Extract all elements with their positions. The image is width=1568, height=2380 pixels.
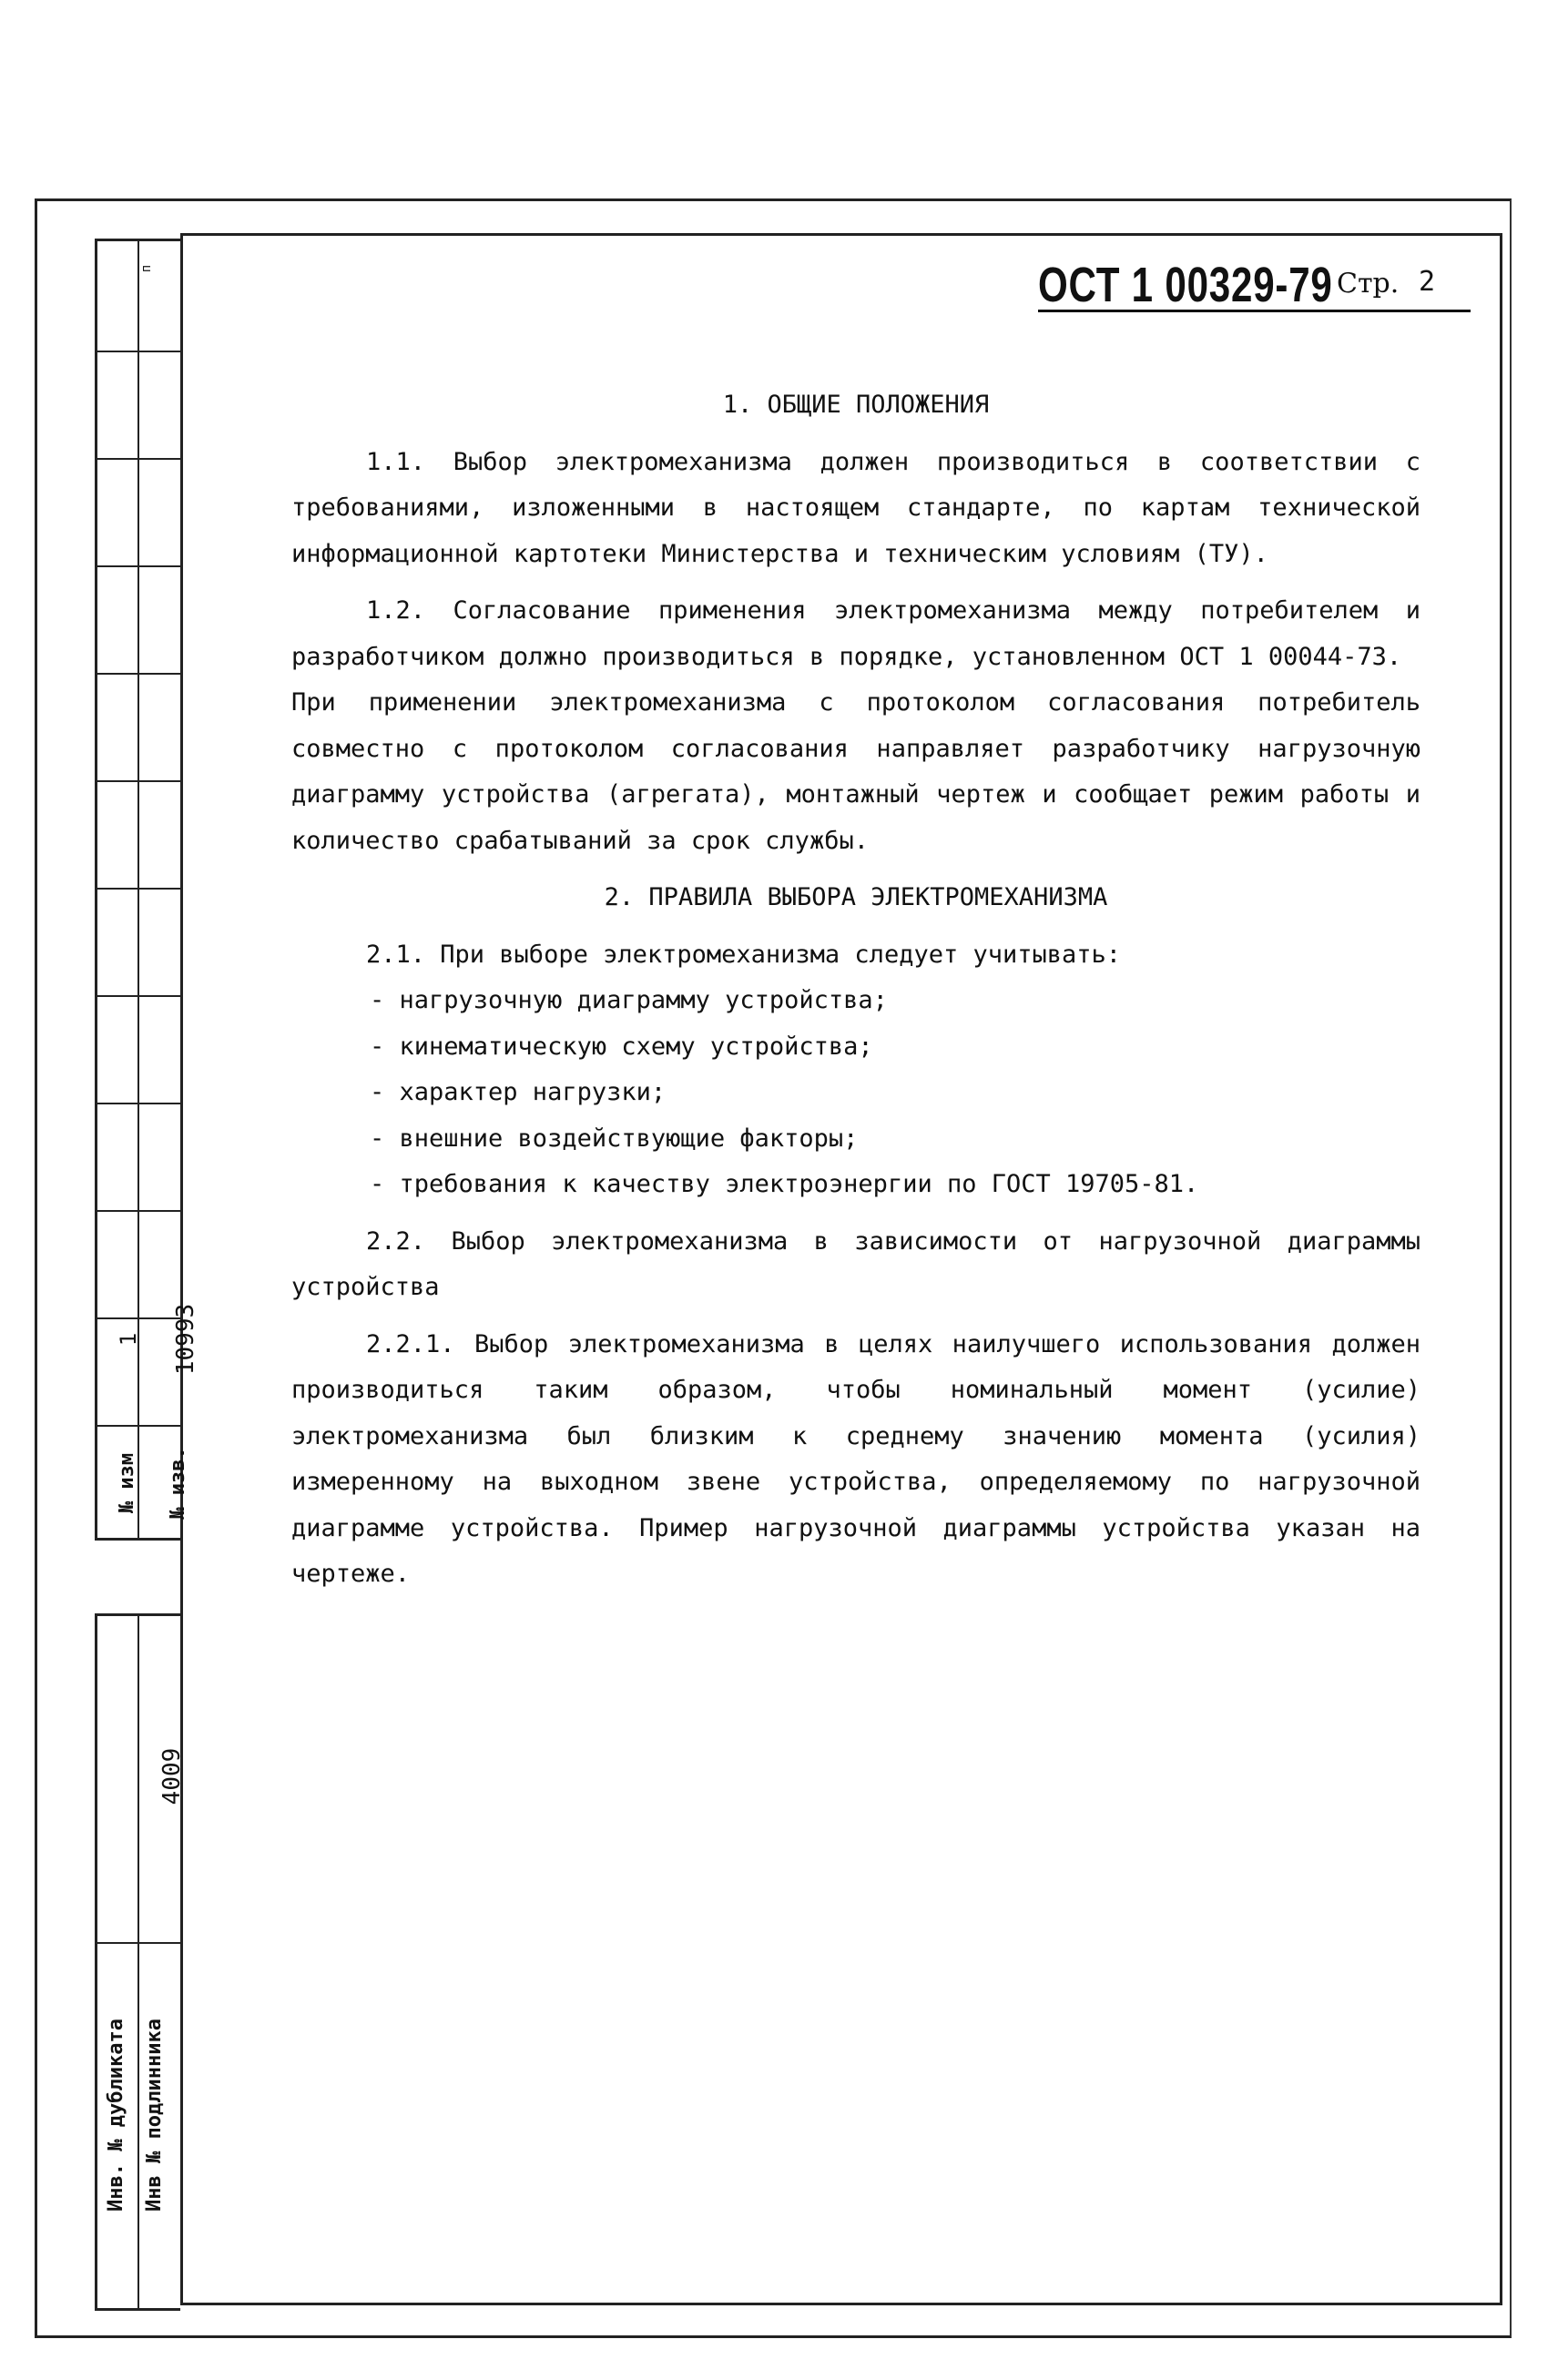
- section-1-title: 1. ОБЩИЕ ПОЛОЖЕНИЯ: [722, 391, 990, 419]
- page-label: Стр.: [1337, 268, 1400, 300]
- paragraph-2-1: 2.1. При выборе электромеханизма следует учитывать:: [366, 940, 1122, 969]
- list-item: - кинематическую схему устройства;: [370, 1032, 873, 1061]
- notice-number-value: 10993: [172, 1303, 199, 1376]
- original-inventory-value: 4009: [158, 1747, 186, 1805]
- document-header: [1038, 253, 1471, 312]
- list-item: - характер нагрузки;: [370, 1078, 667, 1106]
- change-number-label: № изм: [116, 1452, 138, 1514]
- change-number-value: 1: [116, 1332, 141, 1347]
- original-inventory-label: Инв № подлинника: [143, 2019, 166, 2212]
- page-number: 2: [1419, 266, 1436, 298]
- corner-mark: п: [139, 264, 155, 273]
- list-item: - внешние воздействующие факторы;: [370, 1124, 859, 1153]
- section-2-title: 2. ПРАВИЛА ВЫБОРА ЭЛЕКТРОМЕХАНИЗМА: [604, 883, 1108, 911]
- paragraph-1-2-continued: При применении электромеханизма с протоколом согласования потребитель совместно с протоколом согласования направляет разработчику нагрузочную диаграмму устройства (агрегата), монтажный чертеж и сообщает режим работы и количество срабатываний за срок службы.: [291, 688, 1420, 855]
- side-stamp-lower: [95, 1613, 186, 2311]
- duplicate-inventory-label: Инв. № дубликата: [105, 2019, 127, 2212]
- document-code: ОСТ 1 00329-79: [1038, 258, 1333, 312]
- paragraph-1-2: 1.2. Согласование применения электромеханизма между потребителем и разработчиком должно производиться в порядке, установленном ОСТ 1 00044-73.: [291, 596, 1420, 671]
- paragraph-2-2: 2.2. Выбор электромеханизма в зависимости от нагрузочной диаграммы устройства: [291, 1226, 1420, 1301]
- paragraph-2-2-1: 2.2.1. Выбор электромеханизма в целях наилучшего использования должен производиться таким образом, чтобы номинальный момент (усилие) электромеханизма был близким к среднему значению момента (усилия) измеренному на выходном звене устройства, определяемому по нагрузочной диаграмме устройства. Пример нагрузочной диаграммы устройства указан на чертеже.: [291, 1329, 1420, 1588]
- document-body: [291, 382, 1420, 1598]
- side-stamp-upper: [95, 239, 199, 1541]
- list-item: - требования к качеству электроэнергии по ГОСТ 19705-81.: [370, 1170, 1199, 1198]
- list-item: - нагрузочную диаграмму устройства;: [370, 986, 888, 1014]
- paragraph-1-1: 1.1. Выбор электромеханизма должен производиться в соответствии с требованиями, изложенными в настоящем стандарте, по картам технической информационной картотеки Министерства и техническим условиям (ТУ).: [291, 447, 1420, 568]
- notice-number-label: № изв.: [167, 1447, 189, 1520]
